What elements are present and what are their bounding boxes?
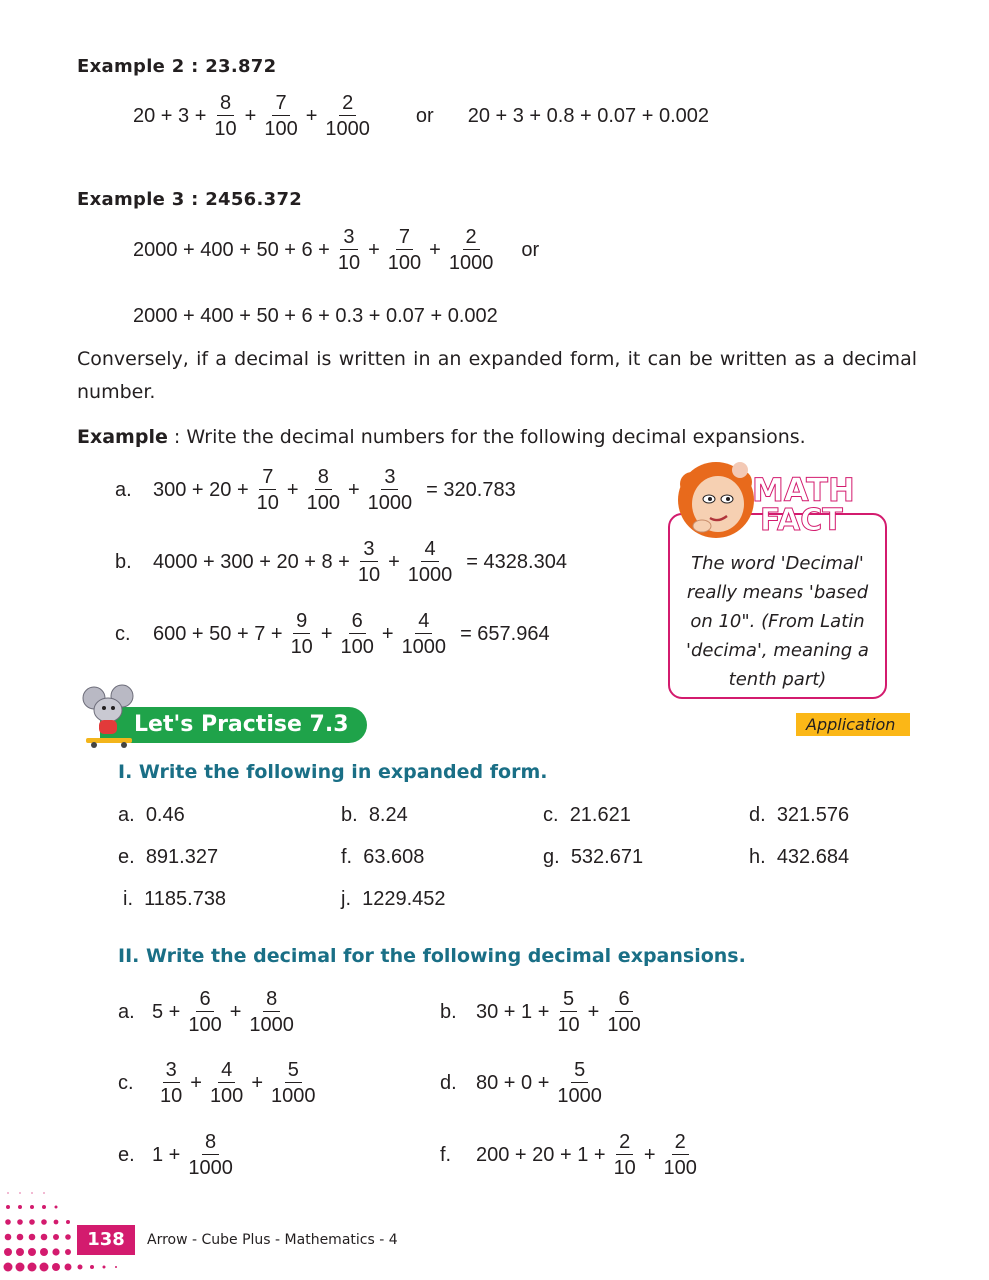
math-fact-line: The word 'Decimal'	[691, 553, 864, 574]
example-3-expansion: 2000 + 400 + 50 + 6 + $\frac{3}{10}$ + $\frac{7}{100}$ + $\frac{2}{1000}$ or	[133, 226, 540, 274]
section-1-heading: I. Write the following in expanded form.	[118, 761, 548, 783]
math-fact-line: tenth part)	[728, 669, 827, 690]
list-item: h. 432.684	[749, 846, 850, 868]
list-item: a. 5 + $\frac{6}{100}$ + $\frac{8}{1000}$	[118, 988, 294, 1036]
example-item-c: c. 600 + 50 + 7 + $\frac{9}{10}$ + $\frac{6}{100}$ + $\frac{4}{1000}$ = 657.964	[115, 610, 550, 658]
example-3-alt: 2000 + 400 + 50 + 6 + 0.3 + 0.07 + 0.002	[133, 305, 498, 327]
example-item-a: a. 300 + 20 + $\frac{7}{10}$ + $\frac{8}{100}$ + $\frac{3}{1000}$ = 320.783	[115, 466, 516, 514]
conversely-paragraph: Conversely, if a decimal is written in an expanded form, it can be written as a decimal number.	[77, 348, 917, 403]
list-item: d. 80 + 0 + $\frac{5}{1000}$	[440, 1059, 602, 1107]
list-item: d. 321.576	[749, 804, 850, 826]
section-2-heading: II. Write the decimal for the following decimal expansions.	[118, 945, 746, 967]
list-item: f. 200 + 20 + 1 + $\frac{2}{10}$ + $\frac{2}{100}$	[440, 1131, 697, 1179]
math-fact-title-2: FACT	[760, 503, 843, 538]
mouse-mascot-icon	[82, 684, 136, 748]
thinking-girl-icon	[672, 456, 756, 542]
list-item: e. 891.327	[118, 846, 219, 868]
page-number: 138	[77, 1225, 135, 1255]
list-item: j. 1229.452	[341, 888, 446, 910]
fraction: $\frac{2}{1000}$	[448, 226, 494, 274]
fraction: $\frac{7}{100}$	[264, 92, 298, 140]
fraction: $\frac{2}{1000}$	[325, 92, 370, 140]
math-fact-line: really means 'based	[686, 582, 869, 603]
example-instruction: Example : Write the decimal numbers for the following decimal expansions.	[77, 426, 806, 448]
example-2-expansion: 20 + 3 + $\frac{8}{10}$ + $\frac{7}{100}$ + $\frac{2}{1000}$ or 20 + 3 + 0.8 + 0.07 + 0.002	[133, 92, 710, 140]
practice-banner: Let's Practise 7.3	[100, 707, 367, 743]
math-fact-line: on 10". (From Latin	[690, 611, 865, 632]
list-item: e. 1 + $\frac{8}{1000}$	[118, 1131, 233, 1179]
fraction: $\frac{7}{100}$	[387, 226, 422, 274]
list-item: c. $\frac{3}{10}$ + $\frac{4}{100}$ + $\frac{5}{1000}$	[118, 1059, 316, 1107]
math-fact-title-1: MATH	[752, 471, 855, 509]
list-item: a. 0.46	[118, 804, 185, 826]
list-item: f. 63.608	[341, 846, 425, 868]
example-2-label: Example 2 : 23.872	[77, 56, 277, 77]
list-item: g. 532.671	[543, 846, 644, 868]
list-item: b. 8.24	[341, 804, 408, 826]
list-item: i. 1185.738	[123, 888, 227, 910]
fraction: $\frac{8}{10}$	[214, 92, 237, 140]
fraction: $\frac{3}{10}$	[337, 226, 361, 274]
book-title: Arrow - Cube Plus - Mathematics - 4	[147, 1232, 398, 1248]
list-item: c. 21.621	[543, 804, 631, 826]
math-fact-line: 'decima', meaning a	[686, 640, 869, 661]
list-item: b. 30 + 1 + $\frac{5}{10}$ + $\frac{6}{100}$	[440, 988, 641, 1036]
example-3-label: Example 3 : 2456.372	[77, 189, 303, 210]
example-item-b: b. 4000 + 300 + 20 + 8 + $\frac{3}{10}$ + $\frac{4}{1000}$ = 4328.304	[115, 538, 567, 586]
application-tag: Application	[796, 713, 910, 736]
